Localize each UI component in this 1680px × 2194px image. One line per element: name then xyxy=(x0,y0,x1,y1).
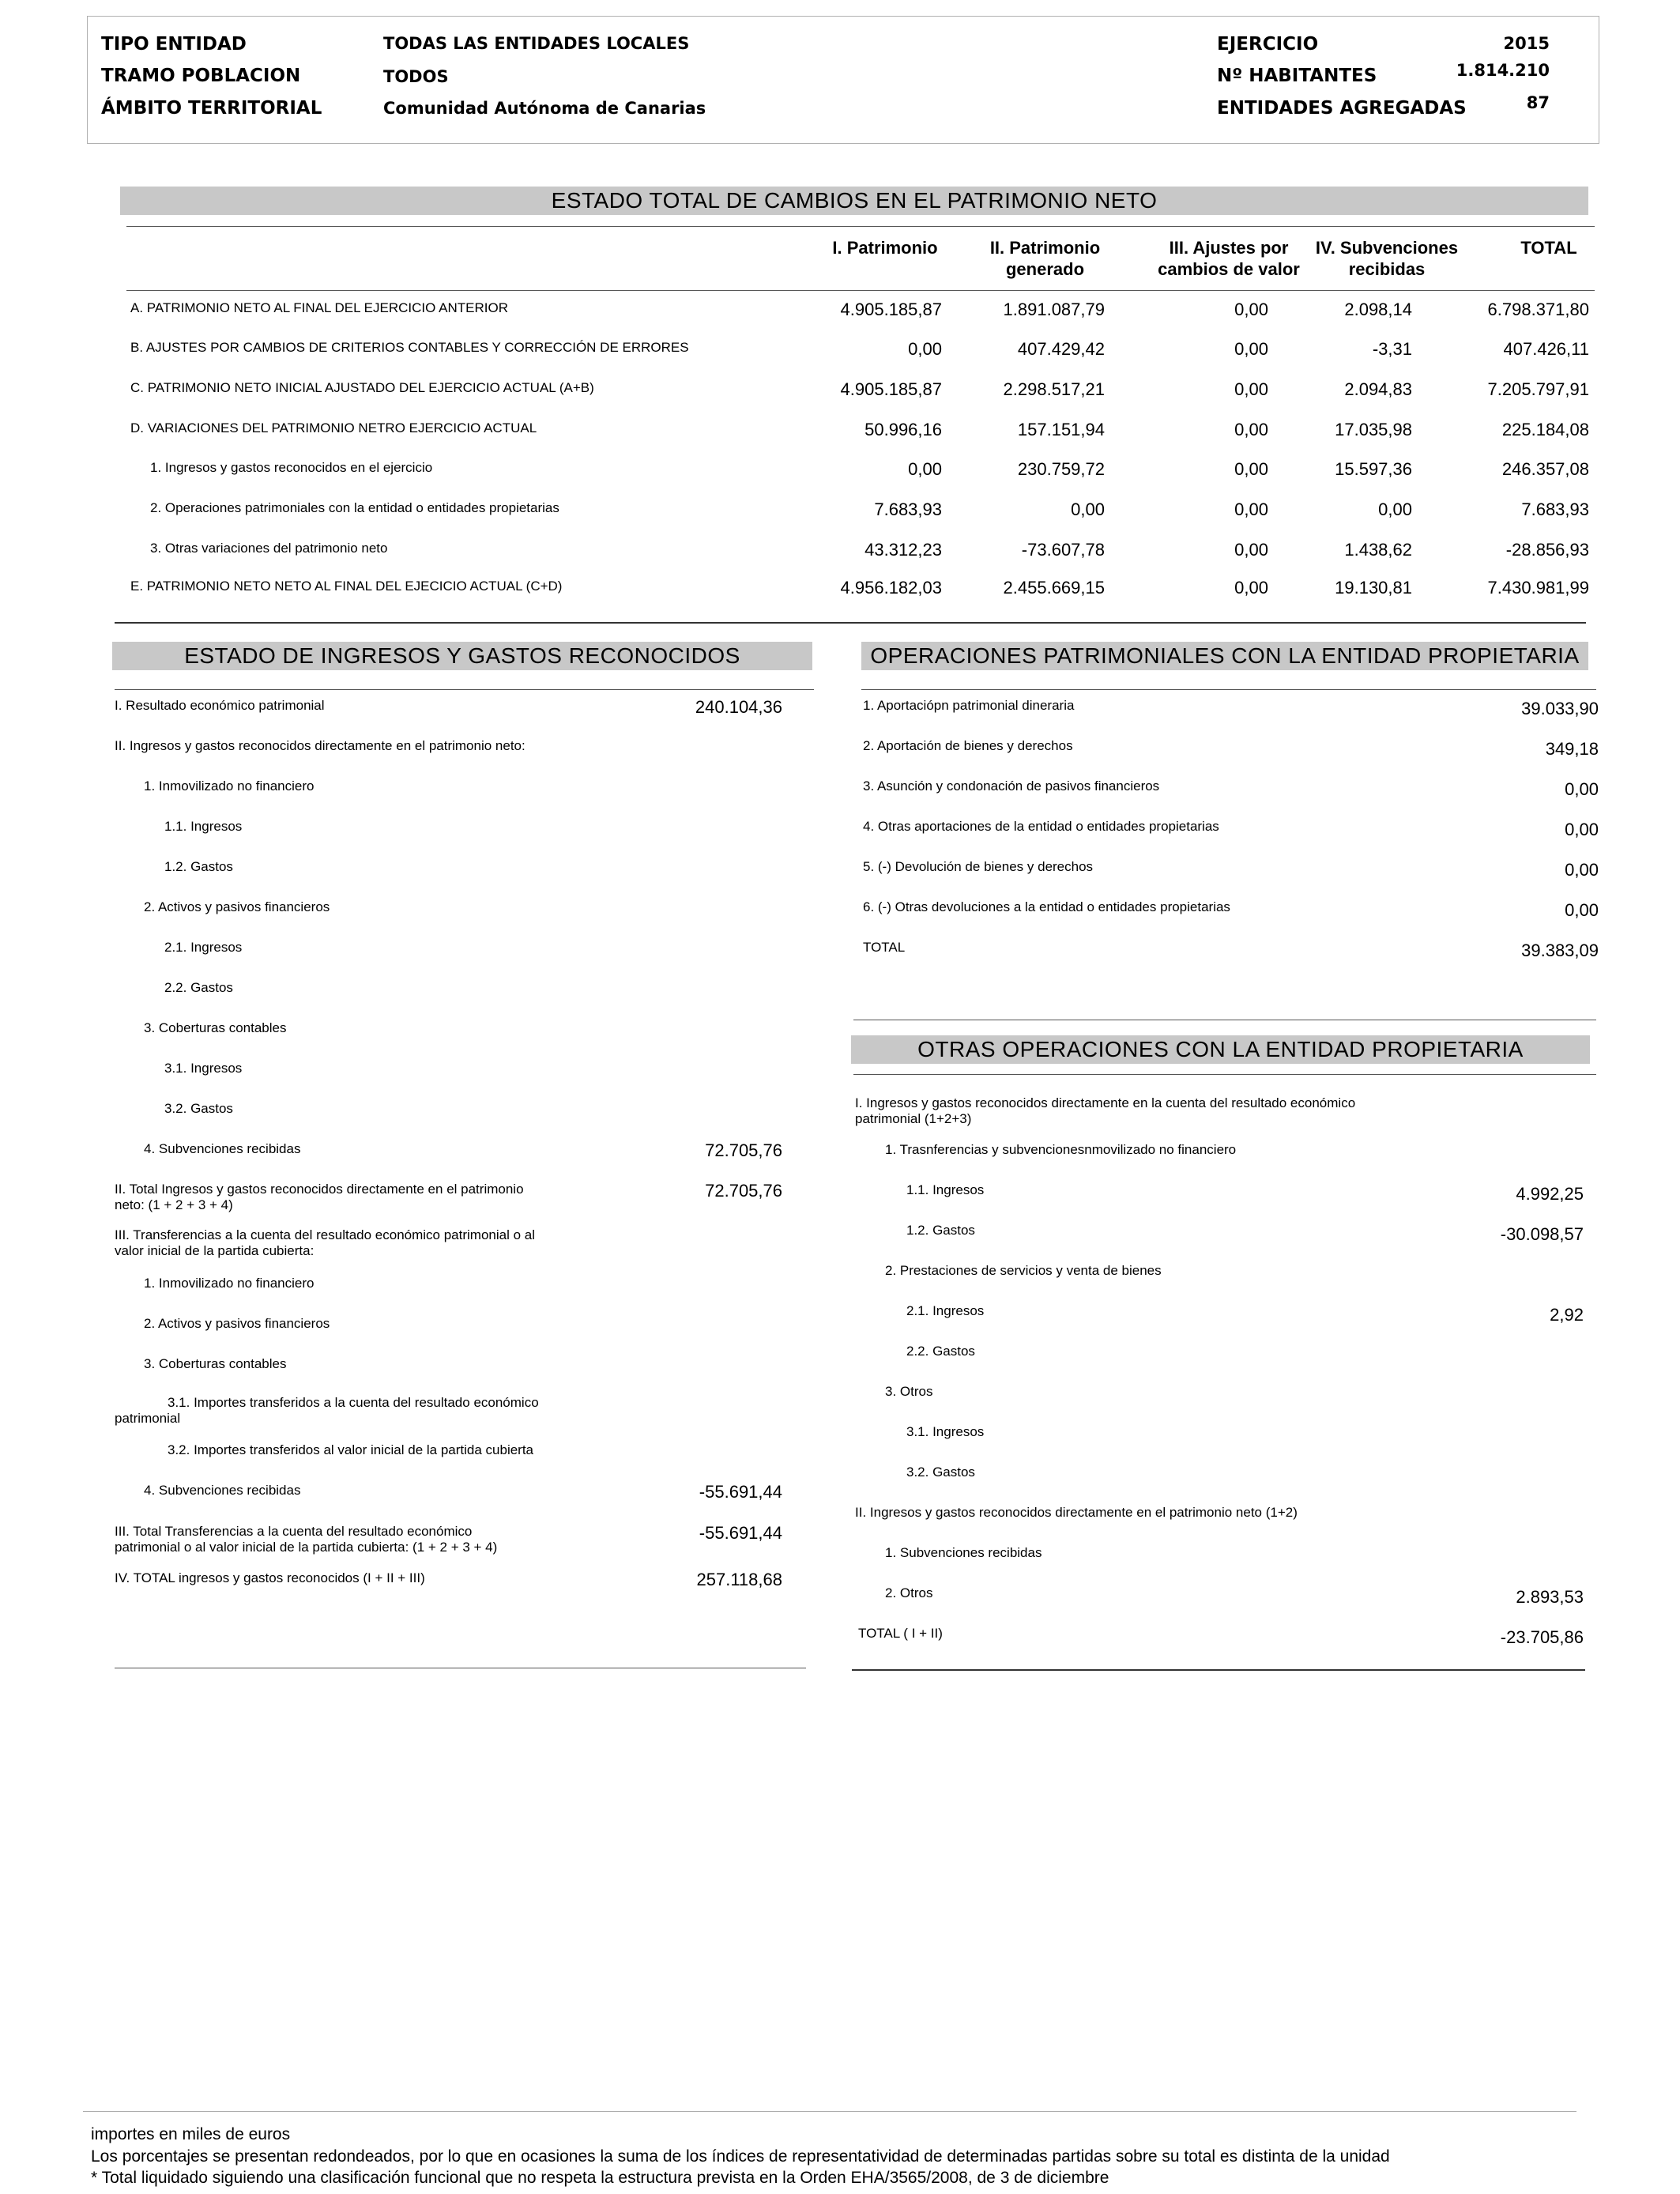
otras-bottom-divider xyxy=(852,1669,1585,1671)
patrimonio-cell: 1.891.087,79 xyxy=(1003,300,1105,319)
patrimonio-cell: 4.905.185,87 xyxy=(840,300,942,319)
patrimonio-cell: 17.035,98 xyxy=(1335,420,1412,439)
operaciones-row-value: 0,00 xyxy=(1565,900,1599,920)
patrimonio-top-divider xyxy=(126,226,1595,227)
otras-row-label: 3.2. Gastos xyxy=(906,1465,975,1480)
otras-row-label: 3. Otros xyxy=(885,1384,933,1399)
header-box xyxy=(87,16,1599,144)
otras-row-label: 2.1. Ingresos xyxy=(906,1303,985,1318)
patrimonio-cell: -28.856,93 xyxy=(1505,540,1589,560)
patrimonio-cell: -3,31 xyxy=(1372,339,1412,359)
ingresos-row-label: I. Resultado económico patrimonial xyxy=(115,698,325,713)
patrimonio-cell: 43.312,23 xyxy=(864,540,942,560)
patrimonio-cell: 246.357,08 xyxy=(1501,459,1589,479)
value-entidades-agregadas: 87 xyxy=(1526,93,1550,112)
otras-row-label: 3.1. Ingresos xyxy=(906,1424,985,1439)
ingresos-row-label: 2. Activos y pasivos financieros xyxy=(144,899,330,914)
patrimonio-cell: 0,00 xyxy=(1378,499,1412,519)
col-header-subvenciones: IV. Subvenciones recibidas xyxy=(1315,238,1459,279)
operaciones-row-value: 39.383,09 xyxy=(1521,941,1599,960)
otras-title: OTRAS OPERACIONES CON LA ENTIDAD PROPIETARIA xyxy=(851,1035,1590,1064)
col-header-patrimonio-generado: II. Patrimonio generado xyxy=(989,238,1101,279)
ingresos-top-divider xyxy=(115,689,814,690)
patrimonio-cell: 0,00 xyxy=(1234,339,1268,359)
label-tipo-entidad: TIPO ENTIDAD xyxy=(101,34,247,55)
patrimonio-cell: 4.956.182,03 xyxy=(840,578,942,598)
otras-row-value: -30.098,57 xyxy=(1500,1224,1584,1244)
otras-row-value: 2,92 xyxy=(1550,1305,1584,1325)
operaciones-row-label: 3. Asunción y condonación de pasivos financieros xyxy=(863,778,1160,794)
patrimonio-cell: 2.455.669,15 xyxy=(1003,578,1105,598)
value-tramo-poblacion: TODOS xyxy=(383,67,449,86)
otras-row-label: 1. Trasnferencias y subvencionesnmovilizado no financiero xyxy=(885,1142,1237,1157)
patrimonio-row-label: 2. Operaciones patrimoniales con la entidad o entidades propietarias xyxy=(150,500,559,515)
value-ambito-territorial: Comunidad Autónoma de Canarias xyxy=(383,99,706,118)
patrimonio-cell: 407.426,11 xyxy=(1503,339,1589,359)
patrimonio-cell: 2.098,14 xyxy=(1344,300,1412,319)
footer-line-units: importes en miles de euros xyxy=(91,2125,291,2143)
patrimonio-row-label: D. VARIACIONES DEL PATRIMONIO NETRO EJERCICIO ACTUAL xyxy=(130,420,537,435)
ingresos-row-label: 2.2. Gastos xyxy=(164,980,233,995)
patrimonio-cell: 0,00 xyxy=(1234,420,1268,439)
patrimonio-row-label: A. PATRIMONIO NETO AL FINAL DEL EJERCICIO ANTERIOR xyxy=(130,300,508,315)
operaciones-row-label: 4. Otras aportaciones de la entidad o entidades propietarias xyxy=(863,819,1219,834)
patrimonio-cell: 0,00 xyxy=(1234,540,1268,560)
value-tipo-entidad: TODAS LAS ENTIDADES LOCALES xyxy=(383,34,690,53)
patrimonio-cell: 0,00 xyxy=(1234,459,1268,479)
ingresos-row-label-cont: neto: (1 + 2 + 3 + 4) xyxy=(115,1197,233,1212)
patrimonio-cell: 50.996,16 xyxy=(864,420,942,439)
patrimonio-cell: 19.130,81 xyxy=(1335,578,1412,598)
ingresos-row-value: 257.118,68 xyxy=(696,1570,782,1589)
patrimonio-cell: -73.607,78 xyxy=(1021,540,1105,560)
patrimonio-cell: 0,00 xyxy=(1234,300,1268,319)
otras-row-label: 1.1. Ingresos xyxy=(906,1182,985,1197)
otras-row-label: 2.2. Gastos xyxy=(906,1344,975,1359)
otras-row-label: 2. Prestaciones de servicios y venta de bienes xyxy=(885,1263,1162,1278)
ingresos-row-label: II. Ingresos y gastos reconocidos directamente en el patrimonio neto: xyxy=(115,738,525,753)
footer-line-rounding: Los porcentajes se presentan redondeados, por lo que en ocasiones la suma de los índices de representatividad de determinadas partidas sobre su total es distinta de la unidad xyxy=(91,2147,1390,2166)
footer-line-note: * Total liquidado siguiendo una clasificación funcional que no respeta la estructura prevista en la Orden EHA/3565/2008, de 3 de diciembre xyxy=(91,2169,1109,2187)
footer-divider xyxy=(83,2111,1576,2112)
operaciones-row-label: 5. (-) Devolución de bienes y derechos xyxy=(863,859,1094,874)
otras-row-label: TOTAL ( I + II) xyxy=(858,1626,943,1641)
label-ejercicio: EJERCICIO xyxy=(1217,34,1319,55)
ingresos-row-label: 1.1. Ingresos xyxy=(164,819,243,834)
patrimonio-cell: 6.798.371,80 xyxy=(1487,300,1589,319)
operaciones-row-label: 1. Aportaciópn patrimonial dineraria xyxy=(863,698,1075,713)
otras-row-value: 2.893,53 xyxy=(1516,1587,1584,1607)
ingresos-row-label: 4. Subvenciones recibidas xyxy=(144,1141,301,1156)
patrimonio-cell: 0,00 xyxy=(1071,499,1105,519)
patrimonio-cell: 7.683,93 xyxy=(874,499,942,519)
ingresos-row-label: 4. Subvenciones recibidas xyxy=(144,1483,301,1498)
patrimonio-bottom-divider xyxy=(115,622,1586,624)
label-ambito-territorial: ÁMBITO TERRITORIAL xyxy=(101,98,322,119)
operaciones-row-value: 349,18 xyxy=(1545,739,1599,759)
ingresos-row-label-cont: valor inicial de la partida cubierta: xyxy=(115,1243,315,1258)
patrimonio-cell: 225.184,08 xyxy=(1501,420,1589,439)
patrimonio-cell: 1.438,62 xyxy=(1344,540,1412,560)
ingresos-row-value: -55.691,44 xyxy=(699,1482,782,1502)
ingresos-row-label-cont: patrimonial xyxy=(115,1411,181,1426)
ingresos-row-label: II. Total Ingresos y gastos reconocidos directamente en el patrimonio xyxy=(115,1182,524,1197)
patrimonio-cell: 15.597,36 xyxy=(1335,459,1412,479)
otras-row-value: 4.992,25 xyxy=(1516,1184,1584,1204)
ingresos-row-label: 2. Activos y pasivos financieros xyxy=(144,1316,330,1331)
operaciones-row-value: 39.033,90 xyxy=(1521,699,1599,718)
patrimonio-cell: 407.429,42 xyxy=(1017,339,1105,359)
ingresos-row-label-cont: patrimonial o al valor inicial de la partida cubierta: (1 + 2 + 3 + 4) xyxy=(115,1540,498,1555)
operaciones-row-label: 2. Aportación de bienes y derechos xyxy=(863,738,1073,753)
operaciones-row-value: 0,00 xyxy=(1565,820,1599,839)
patrimonio-cell: 0,00 xyxy=(908,459,942,479)
patrimonio-cell: 0,00 xyxy=(908,339,942,359)
patrimonio-cell: 157.151,94 xyxy=(1017,420,1105,439)
ingresos-row-label: IV. TOTAL ingresos y gastos reconocidos (I + II + III) xyxy=(115,1570,425,1585)
ingresos-row-label: III. Transferencias a la cuenta del resultado económico patrimonial o al xyxy=(115,1227,536,1242)
col-header-total: TOTAL xyxy=(1520,238,1577,258)
patrimonio-cell: 4.905.185,87 xyxy=(840,379,942,399)
otras-top-divider xyxy=(853,1074,1596,1075)
patrimonio-cell: 7.205.797,91 xyxy=(1487,379,1589,399)
label-habitantes: Nº HABITANTES xyxy=(1217,66,1377,86)
otras-row-label: I. Ingresos y gastos reconocidos directamente en la cuenta del resultado económico xyxy=(855,1095,1356,1110)
patrimonio-row-label: 1. Ingresos y gastos reconocidos en el ejercicio xyxy=(150,460,433,475)
patrimonio-row-label: B. AJUSTES POR CAMBIOS DE CRITERIOS CONTABLES Y CORRECCIÓN DE ERRORES xyxy=(130,340,689,355)
ingresos-row-label: 2.1. Ingresos xyxy=(164,940,243,955)
otras-row-label: II. Ingresos y gastos reconocidos directamente en el patrimonio neto (1+2) xyxy=(855,1505,1298,1520)
operaciones-row-label: TOTAL xyxy=(863,940,906,955)
patrimonio-row-label: E. PATRIMONIO NETO NETO AL FINAL DEL EJECICIO ACTUAL (C+D) xyxy=(130,579,563,594)
ingresos-row-label: 3.2. Gastos xyxy=(164,1101,233,1116)
operaciones-row-label: 6. (-) Otras devoluciones a la entidad o entidades propietarias xyxy=(863,899,1230,914)
otras-row-value: -23.705,86 xyxy=(1500,1627,1584,1647)
operaciones-title: OPERACIONES PATRIMONIALES CON LA ENTIDAD PROPIETARIA xyxy=(861,642,1588,670)
patrimonio-row-label: C. PATRIMONIO NETO INICIAL AJUSTADO DEL EJERCICIO ACTUAL (A+B) xyxy=(130,380,594,395)
ingresos-row-label: 1. Inmovilizado no financiero xyxy=(144,778,315,794)
patrimonio-cell: 0,00 xyxy=(1234,578,1268,598)
value-habitantes: 1.814.210 xyxy=(1456,61,1550,80)
label-tramo-poblacion: TRAMO POBLACION xyxy=(101,66,301,86)
patrimonio-cell: 0,00 xyxy=(1234,379,1268,399)
ingresos-row-label: 1.2. Gastos xyxy=(164,859,233,874)
otras-row-label-cont: patrimonial (1+2+3) xyxy=(855,1111,972,1126)
patrimonio-title: ESTADO TOTAL DE CAMBIOS EN EL PATRIMONIO NETO xyxy=(120,187,1588,215)
ingresos-row-value: 72.705,76 xyxy=(705,1181,782,1201)
operaciones-top-divider xyxy=(861,689,1596,690)
col-header-ajustes: III. Ajustes por cambios de valor xyxy=(1158,238,1300,279)
otras-row-label: 1.2. Gastos xyxy=(906,1223,975,1238)
ingresos-row-label: 1. Inmovilizado no financiero xyxy=(144,1276,315,1291)
patrimonio-cell: 2.298.517,21 xyxy=(1003,379,1105,399)
patrimonio-header-divider xyxy=(126,290,1595,291)
patrimonio-row-label: 3. Otras variaciones del patrimonio neto xyxy=(150,541,388,556)
patrimonio-cell: 7.430.981,99 xyxy=(1487,578,1589,598)
operaciones-row-value: 0,00 xyxy=(1565,779,1599,799)
col-header-patrimonio: I. Patrimonio xyxy=(832,238,938,258)
ingresos-row-value: 240.104,36 xyxy=(695,697,782,717)
ingresos-row-label: 3. Coberturas contables xyxy=(144,1020,287,1035)
ingresos-title: ESTADO DE INGRESOS Y GASTOS RECONOCIDOS xyxy=(112,642,812,670)
ingresos-row-label: 3.1. Importes transferidos a la cuenta del resultado económico xyxy=(168,1395,539,1410)
otras-row-label: 2. Otros xyxy=(885,1585,933,1600)
ingresos-row-value: -55.691,44 xyxy=(699,1523,782,1543)
ingresos-row-label: 3.2. Importes transferidos al valor inicial de la partida cubierta xyxy=(168,1442,534,1457)
operaciones-row-value: 0,00 xyxy=(1565,860,1599,880)
label-entidades-agregadas: ENTIDADES AGREGADAS xyxy=(1217,98,1467,119)
patrimonio-cell: 230.759,72 xyxy=(1017,459,1105,479)
patrimonio-cell: 0,00 xyxy=(1234,499,1268,519)
otras-row-label: 1. Subvenciones recibidas xyxy=(885,1545,1042,1560)
ingresos-row-label: III. Total Transferencias a la cuenta del resultado económico xyxy=(115,1524,473,1539)
ingresos-row-label: 3. Coberturas contables xyxy=(144,1356,287,1371)
patrimonio-cell: 2.094,83 xyxy=(1344,379,1412,399)
ingresos-row-value: 72.705,76 xyxy=(705,1140,782,1160)
ingresos-row-label: 3.1. Ingresos xyxy=(164,1061,243,1076)
patrimonio-cell: 7.683,93 xyxy=(1521,499,1589,519)
value-ejercicio: 2015 xyxy=(1503,34,1550,53)
